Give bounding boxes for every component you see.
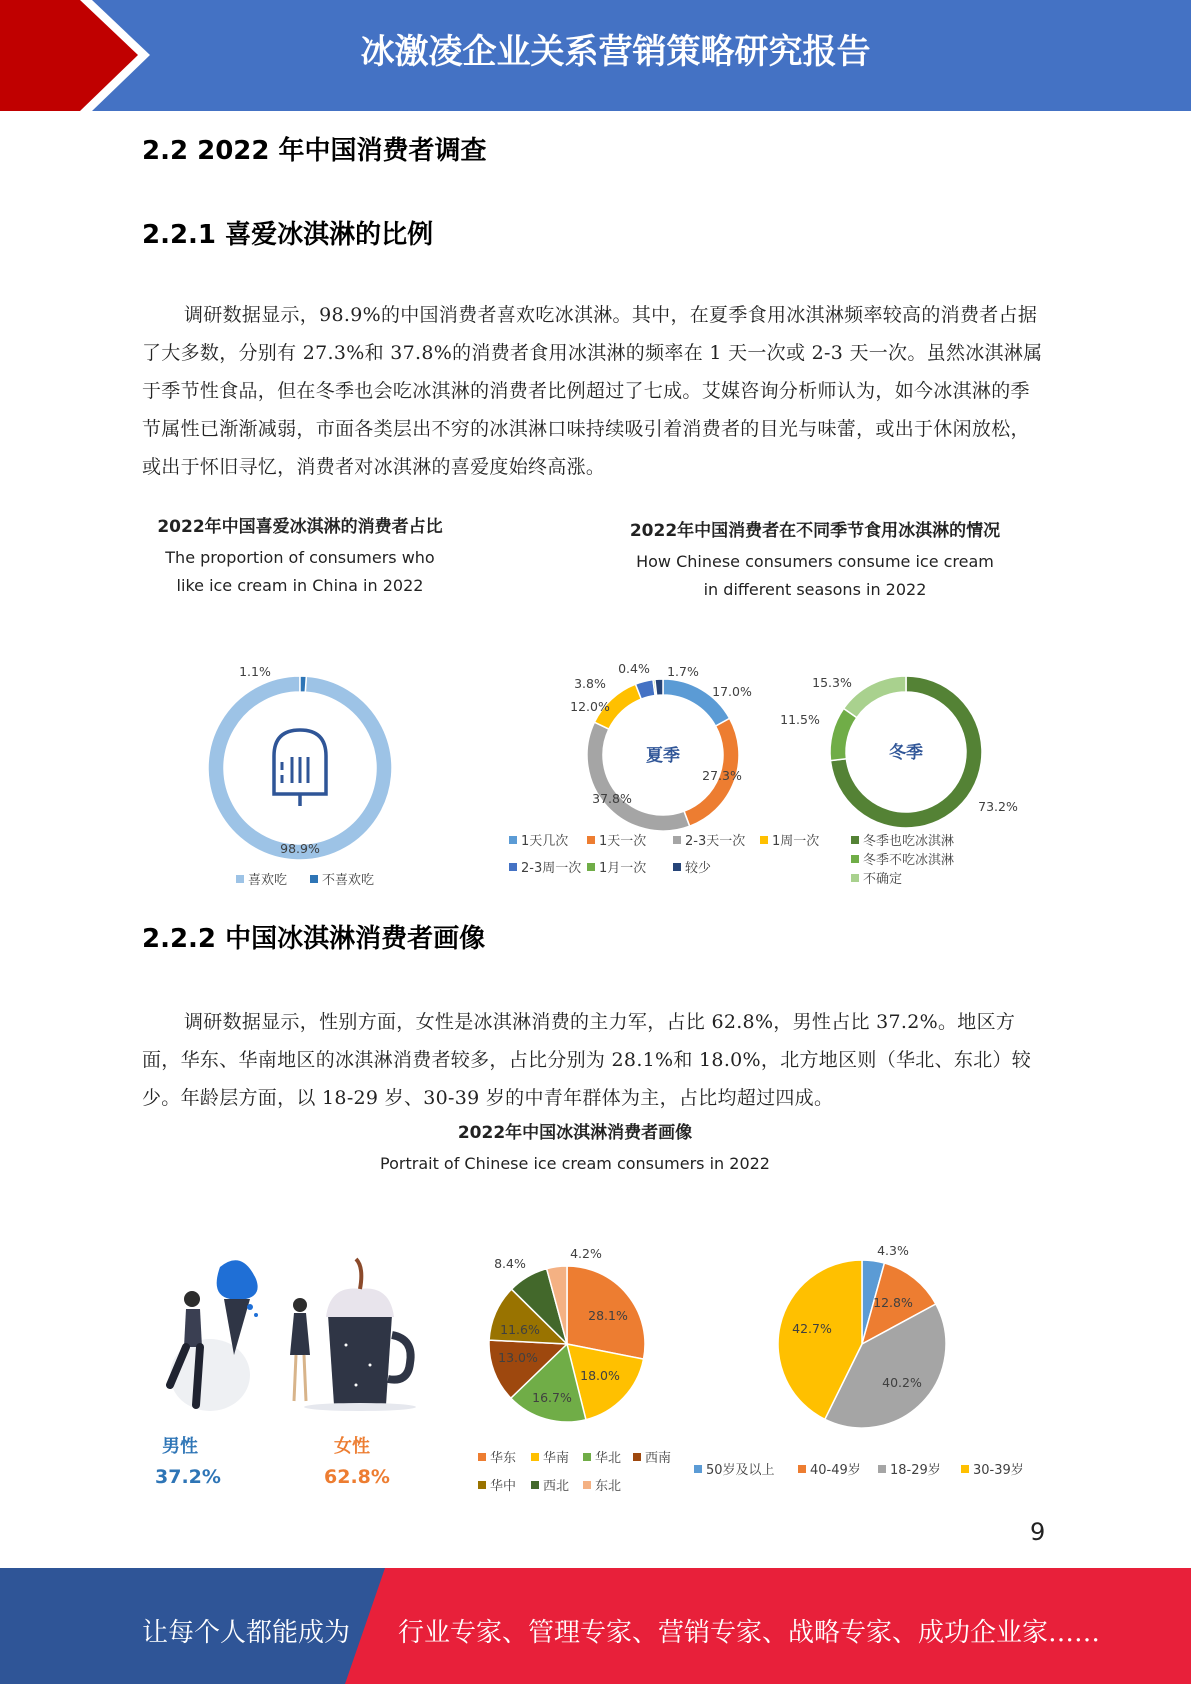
- legend-swatch: [851, 836, 859, 844]
- male-value: 37.2%: [155, 1466, 221, 1488]
- figure1-title-en-1: The proportion of consumers who: [165, 548, 435, 567]
- legend-swatch: [531, 1453, 539, 1461]
- chart-data-label: 17.0%: [712, 684, 752, 699]
- figure2-title-en-2: in different seasons in 2022: [703, 580, 927, 599]
- chart-data-label: 12.0%: [570, 699, 610, 714]
- chart-data-label: 11.6%: [500, 1322, 540, 1337]
- legend-item-label: 18-29岁: [890, 1463, 941, 1478]
- body-paragraph-2: 调研数据显示，性别方面，女性是冰淇淋消费的主力军，占比 62.8%，男性占比 37.2%。地区方面，华东、华南地区的冰淇淋消费者较多，占比分别为 28.1%和 18.0%，北方地区则（华北、东北）较少。年龄层方面，以 18-29 岁、30-39 岁的中青年群体为主，占比均超过四成。: [142, 1011, 1032, 1109]
- chart-legend: [509, 833, 819, 876]
- legend-item-label: 西北: [543, 1479, 570, 1494]
- legend-item-label: 40-49岁: [810, 1463, 861, 1478]
- chart-data-label: 37.8%: [592, 791, 632, 806]
- legend-swatch: [961, 1465, 969, 1473]
- legend-swatch: [694, 1465, 702, 1473]
- male-figure-icon: [170, 1260, 258, 1411]
- chart-data-label: 42.7%: [792, 1321, 832, 1336]
- chart-data-label: 4.2%: [570, 1246, 602, 1261]
- male-label: 男性: [162, 1436, 198, 1457]
- chart-data-label: 4.3%: [877, 1243, 909, 1258]
- chart-data-label: 98.9%: [280, 841, 320, 856]
- female-label: 女性: [334, 1436, 370, 1457]
- figure2-title-en-1: How Chinese consumers consume ice cream: [636, 552, 994, 571]
- legend-swatch: [236, 875, 244, 883]
- legend-item-label: 30-39岁: [973, 1463, 1024, 1478]
- chart-legend: [478, 1450, 671, 1494]
- subsection-heading-2: 2.2.2 中国冰淇淋消费者画像: [142, 924, 486, 954]
- chart-data-label: 73.2%: [978, 799, 1018, 814]
- legend-item-label: 东北: [595, 1479, 622, 1494]
- body-paragraph-1: 调研数据显示，98.9%的中国消费者喜欢吃冰淇淋。其中，在夏季食用冰淇淋频率较高的消费者占据了大多数，分别有 27.3%和 37.8%的消费者食用冰淇淋的频率在 1 天一次或 2-3 天一次。虽然冰淇淋属于季节性食品，但在冬季也会吃冰淇淋的消费者比例超过了七成。艾媒咨询分析师认为，如今冰淇淋的季节属性已渐渐减弱，市面各类层出不穷的冰淇淋口味持续吸引着消费者的目光与味蕾，或出于休闲放松，或出于怀旧寻忆，消费者对冰淇淋的喜爱度始终高涨。: [142, 304, 1043, 478]
- legend-item-label: 较少: [685, 861, 712, 876]
- chart-legend: [851, 833, 954, 887]
- legend-item-label: 1天一次: [599, 834, 647, 849]
- figure3-title: [350, 1118, 800, 1178]
- legend-swatch: [531, 1481, 539, 1489]
- chart-legend: [236, 872, 374, 888]
- legend-swatch: [851, 874, 859, 882]
- section-heading: 2.2 2022 年中国消费者调查: [142, 136, 487, 166]
- page-number: 9: [1030, 1518, 1046, 1546]
- figure2-title-zh: 2022年中国消费者在不同季节食用冰淇淋的情况: [629, 521, 1001, 541]
- chart-data-label: 13.0%: [498, 1350, 538, 1365]
- legend-swatch: [478, 1453, 486, 1461]
- legend-item-label: 不确定: [863, 872, 903, 887]
- legend-item-label: 2-3周一次: [521, 861, 582, 876]
- legend-swatch: [760, 836, 768, 844]
- chart-data-label: 1.7%: [667, 664, 699, 679]
- legend-swatch: [633, 1453, 641, 1461]
- legend-swatch: [878, 1465, 886, 1473]
- legend-swatch: [509, 863, 517, 871]
- legend-swatch: [509, 836, 517, 844]
- chart-data-label: 8.4%: [494, 1256, 526, 1271]
- footer-slogan-left: 让每个人都能成为: [142, 1618, 351, 1648]
- legend-item-label: 1天几次: [521, 834, 569, 849]
- chart-data-label: 11.5%: [780, 712, 820, 727]
- legend-item-label: 不喜欢吃: [322, 873, 375, 888]
- header-title: 冰激凌企业关系营销策略研究报告: [360, 32, 871, 72]
- donut-center-label: 夏季: [646, 746, 680, 766]
- figure3-title-zh: 2022年中国冰淇淋消费者画像: [457, 1123, 693, 1143]
- legend-swatch: [798, 1465, 806, 1473]
- footer-slogan-right: 行业专家、管理专家、营销专家、战略专家、成功企业家……: [398, 1618, 1101, 1648]
- legend-item-label: 2-3天一次: [685, 834, 746, 849]
- chart-winter-donut: [780, 675, 1018, 828]
- gender-illustration: [150, 1255, 440, 1435]
- female-figure-icon: [290, 1259, 416, 1411]
- legend-item-label: 1周一次: [772, 834, 820, 849]
- legend-swatch: [587, 836, 595, 844]
- chart-data-label: 27.3%: [702, 768, 742, 783]
- chart-slice-不确定: [844, 676, 906, 718]
- chart-slice-冬季不吃冰淇淋: [830, 708, 857, 760]
- chart-data-label: 12.8%: [873, 1295, 913, 1310]
- legend-swatch: [310, 875, 318, 883]
- chart-slice-不喜欢吃: [300, 676, 306, 692]
- legend-swatch: [587, 863, 595, 871]
- legend-item-label: 喜欢吃: [248, 873, 288, 888]
- legend-item-label: 华北: [595, 1451, 622, 1466]
- chart-legend: [694, 1462, 1024, 1478]
- chart-age-pie: [778, 1243, 946, 1428]
- chart-data-label: 28.1%: [588, 1308, 628, 1323]
- legend-item-label: 冬季也吃冰淇淋: [863, 834, 955, 849]
- female-value: 62.8%: [324, 1466, 390, 1488]
- chart-slice-2-3天一次: [587, 722, 690, 831]
- legend-item-label: 1月一次: [599, 861, 647, 876]
- figure3-title-en: Portrait of Chinese ice cream consumers in 2022: [380, 1154, 770, 1173]
- chart-region-pie: [489, 1246, 645, 1422]
- figure1-title-zh: 2022年中国喜爱冰淇淋的消费者占比: [157, 517, 443, 537]
- donut-center-label: 冬季: [889, 743, 923, 763]
- chart-data-label: 3.8%: [574, 676, 606, 691]
- legend-swatch: [583, 1481, 591, 1489]
- chart-data-label: 16.7%: [532, 1390, 572, 1405]
- legend-swatch: [851, 855, 859, 863]
- legend-item-label: 西南: [645, 1451, 672, 1466]
- chart-summer-donut: [570, 661, 752, 831]
- legend-item-label: 华中: [490, 1479, 517, 1494]
- chart-data-label: 0.4%: [618, 661, 650, 676]
- legend-item-label: 冬季不吃冰淇淋: [863, 853, 955, 868]
- chart-data-label: 1.1%: [239, 664, 271, 679]
- legend-item-label: 华南: [543, 1451, 570, 1466]
- legend-item-label: 50岁及以上: [706, 1463, 775, 1478]
- popsicle-icon: [274, 730, 326, 806]
- legend-swatch: [673, 863, 681, 871]
- legend-item-label: 华东: [490, 1451, 517, 1466]
- chart-slice-较少: [655, 679, 663, 695]
- chart-data-label: 40.2%: [882, 1375, 922, 1390]
- legend-swatch: [478, 1481, 486, 1489]
- subsection-heading-1: 2.2.1 喜爱冰淇淋的比例: [142, 220, 434, 250]
- chart-data-label: 15.3%: [812, 675, 852, 690]
- legend-swatch: [673, 836, 681, 844]
- legend-swatch: [583, 1453, 591, 1461]
- figure1-title-en-2: like ice cream in China in 2022: [176, 576, 424, 595]
- chart-data-label: 18.0%: [580, 1368, 620, 1383]
